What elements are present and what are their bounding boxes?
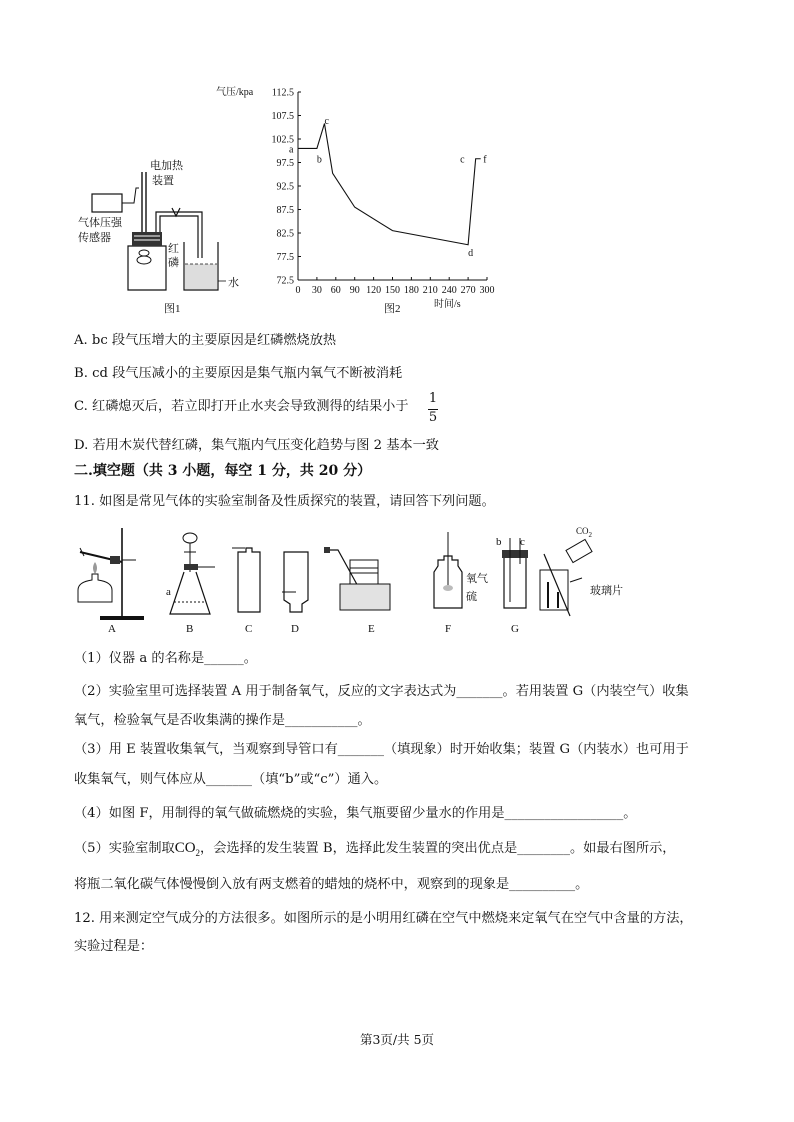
x-tick-label: 240 xyxy=(441,285,457,296)
point-label-a: a xyxy=(289,144,294,156)
apparatus-e xyxy=(324,547,390,610)
fig1-label-sensor: 气体压强 xyxy=(78,217,122,229)
x-tick-label: 120 xyxy=(366,285,382,296)
fig1-label-water: 水 xyxy=(228,277,239,289)
co2-formula-subscript: 2 xyxy=(195,848,201,858)
q11-part-5b: 将瓶二氧化碳气体慢慢倒入放有两支燃着的蜡烛的烧杯中，观察到的现象是__________。 xyxy=(74,877,589,892)
point-label-c: c xyxy=(324,116,329,128)
option-b: B. cd 段气压减小的主要原因是集气瓶内氧气不断被消耗 xyxy=(74,366,403,381)
x-tick-label: 150 xyxy=(385,285,400,296)
apparatus-b xyxy=(170,533,215,614)
x-tick-label: 90 xyxy=(349,285,360,296)
page-footer: 第3页/共 5页 xyxy=(359,1032,435,1047)
y-tick-label: 107.5 xyxy=(271,111,294,122)
x-tick-label: 210 xyxy=(422,285,438,296)
y-tick-label: 112.5 xyxy=(271,87,294,99)
q11-apparatus-figure xyxy=(70,520,610,640)
section-title: 二.填空题（共 3 小题，每空 1 分，共 20 分） xyxy=(74,463,372,479)
x-axis-label: 时间/s xyxy=(434,299,461,310)
apparatus-label-d: D xyxy=(291,623,299,635)
x-tick-label: 270 xyxy=(460,285,476,296)
apparatus-label-g: G xyxy=(511,623,519,635)
q11-part-5a-post: ，会选择的发生装置 B，选择此发生装置的突出优点是________。如最右图所示， xyxy=(200,841,676,856)
option-a: A. bc 段气压增大的主要原因是红磷燃烧放热 xyxy=(74,333,337,348)
apparatus-label-a-lower: a xyxy=(166,586,171,598)
q11-part-5a xyxy=(74,839,676,862)
apparatus-label-co2 xyxy=(576,526,592,539)
y-tick-label: 87.5 xyxy=(276,205,294,216)
q11-part-2b: 氧气，检验氧气是否收集满的操作是___________。 xyxy=(74,713,371,728)
apparatus-g xyxy=(502,538,528,608)
apparatus-f xyxy=(434,532,462,608)
apparatus-c xyxy=(232,548,260,612)
q11-part-3b: 收集氧气，则气体应从_______（填“b”或“c”）通入。 xyxy=(74,772,388,787)
apparatus-label-a: A xyxy=(108,623,116,635)
co2-label: CO xyxy=(576,526,589,536)
q11-stem: 11. 如图是常见气体的实验室制备及性质探究的装置，请回答下列问题。 xyxy=(74,494,495,509)
co2-label-subscript: 2 xyxy=(588,530,593,539)
y-tick-label: 102.5 xyxy=(271,134,294,146)
option-c-fraction-numerator: 1 xyxy=(428,391,438,406)
co2-formula xyxy=(175,840,200,856)
q11-part-1: （1）仪器 a 的名称是______。 xyxy=(74,651,257,666)
fig1-label-phosphorus2: 磷 xyxy=(168,257,179,269)
apparatus-label-c-lower: c xyxy=(520,536,525,548)
x-tick-label: 180 xyxy=(403,285,419,296)
fig1-label-heater: 电加热 xyxy=(150,160,183,172)
q11-part-4: （4）如图 F，用制得的氧气做硫燃烧的实验，集气瓶要留少量水的作用是__________________。 xyxy=(74,806,637,821)
apparatus-label-glass: 玻璃片 xyxy=(590,585,623,597)
apparatus-label-oxygen: 氧气 xyxy=(466,573,488,585)
y-tick-label: 92.5 xyxy=(276,181,294,193)
apparatus-co2 xyxy=(540,539,592,616)
option-c-fraction-denominator: 5 xyxy=(428,410,438,425)
point-label-f: f xyxy=(483,154,487,166)
point-label-c: c xyxy=(460,154,465,166)
fig1-label-sensor2: 传感器 xyxy=(78,232,111,244)
fig1-label-phosphorus: 红 xyxy=(168,243,179,255)
fig1-label-heater2: 装置 xyxy=(152,175,174,187)
x-tick-label: 300 xyxy=(479,285,495,296)
option-c: C. 红磷熄灭后，若立即打开止水夹会导致测得的结果小于 xyxy=(74,399,409,414)
q11-part-5a-pre: （5）实验室制取 xyxy=(74,841,175,856)
q12-stem-b: 实验过程是： xyxy=(74,939,154,954)
y-axis-label: 气压/kpa xyxy=(216,87,254,98)
apparatus-label-b: B xyxy=(186,623,194,635)
option-d: D. 若用木炭代替红磷，集气瓶内气压变化趋势与图 2 基本一致 xyxy=(74,438,439,453)
apparatus-a xyxy=(78,528,144,620)
apparatus-label-f: F xyxy=(445,623,452,635)
apparatus-d xyxy=(282,552,308,612)
y-tick-label: 97.5 xyxy=(276,158,294,169)
q11-part-2a: （2）实验室里可选择装置 A 用于制备氧气，反应的文字表达式为_______。若用装置 G（内装空气）收集 xyxy=(74,684,689,699)
apparatus-label-b-lower: b xyxy=(496,536,502,548)
point-label-b: b xyxy=(316,154,322,166)
q11-part-3a: （3）用 E 装置收集氧气，当观察到导管口有_______（填现象）时开始收集；装置 G（内装水）也可用于 xyxy=(74,742,689,757)
x-tick-label: 0 xyxy=(295,285,301,296)
apparatus-label-c: C xyxy=(245,623,253,635)
y-tick-label: 77.5 xyxy=(276,252,294,263)
fig2-caption: 图2 xyxy=(384,303,401,315)
x-tick-label: 60 xyxy=(330,285,341,296)
apparatus-label-sulfur: 硫 xyxy=(466,591,477,603)
q12-stem-a: 12. 用来测定空气成分的方法很多。如图所示的是小明用红磷在空气中燃烧来定氧气在空气中含量的方法， xyxy=(74,911,693,926)
apparatus-label-e: E xyxy=(368,623,375,635)
x-tick-label: 30 xyxy=(311,285,322,296)
y-tick-label: 72.5 xyxy=(276,275,294,287)
fig1-caption: 图1 xyxy=(164,303,181,315)
pressure-series-line xyxy=(298,123,481,244)
figure2-pressure-chart xyxy=(212,80,512,315)
co2-formula-text: CO xyxy=(174,840,196,856)
y-tick-label: 82.5 xyxy=(276,228,294,240)
point-label-d: d xyxy=(468,247,474,259)
